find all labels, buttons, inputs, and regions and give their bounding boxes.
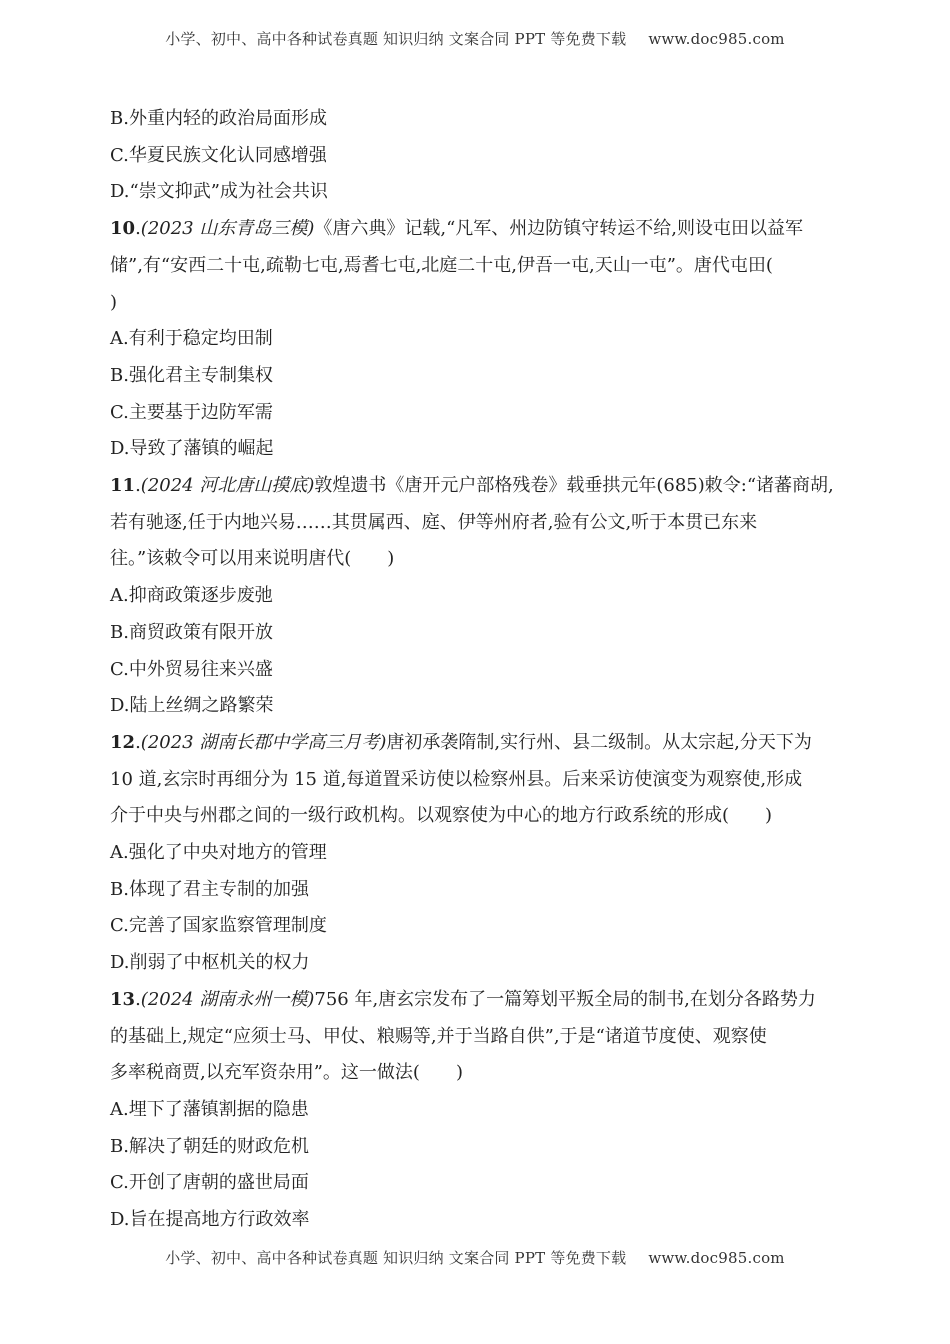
page-header: [0, 28, 950, 49]
q12-number: 12: [110, 731, 136, 753]
q10-option-c: C.主要基于边防军需: [110, 401, 273, 423]
q11-text: 敦煌遗书《唐开元户部格残卷》载垂拱元年(685)敕令:“诸蕃商胡,: [314, 475, 834, 497]
q12-text: 唐初承袭隋制,实行州、县二级制。从太宗起,分天下为: [386, 731, 812, 753]
q10-number: 10: [110, 218, 136, 240]
q13-option-d: D.旨在提高地方行政效率: [110, 1209, 310, 1231]
q10-stem-line-1: 10.(2023 山东青岛三模)《唐六典》记载,“凡军、州边防镇守转运不给,则设屯田以益军: [110, 218, 804, 240]
header-text: 小学、初中、高中各种试卷真题 知识归纳 文案合同 PPT 等免费下载: [165, 30, 627, 48]
q11-option-a: A.抑商政策逐步废弛: [110, 585, 273, 607]
q13-option-b: B.解决了朝廷的财政危机: [110, 1135, 309, 1157]
q11-option-c: C.中外贸易往来兴盛: [110, 658, 273, 680]
q10-stem-line-2: 储”,有“安西二十屯,疏勒七屯,焉耆七屯,北庭二十屯,伊吾一屯,天山一屯”。唐代屯田(: [110, 254, 773, 276]
q13-source: (2024 湖南永州一模): [140, 988, 315, 1010]
q12-stem-line-3: 介于中央与州郡之间的一级行政机构。以观察使为中心的地方行政系统的形成( ): [110, 805, 773, 827]
q12-option-b: B.体现了君主专制的加强: [110, 878, 309, 900]
q13-option-a: A.埋下了藩镇割据的隐患: [110, 1098, 309, 1120]
q12-stem-line-1: 12.(2023 湖南长郡中学高三月考)唐初承袭隋制,实行州、县二级制。从太宗起,分天下为: [110, 731, 812, 753]
q9-option-d: D.“崇文抑武”成为社会共识: [110, 181, 328, 203]
q9-option-c: C.华夏民族文化认同感增强: [110, 144, 327, 166]
q12-stem-line-2: 10 道,玄宗时再细分为 15 道,每道置采访使以检察州县。后来采访使演变为观察使,形成: [110, 768, 803, 790]
q13-stem-line-3: 多率税商贾,以充军资杂用”。这一做法( ): [110, 1062, 463, 1084]
q9-option-b: B.外重内轻的政治局面形成: [110, 108, 327, 129]
q11-stem-line-3: 往。”该敕令可以用来说明唐代( ): [110, 548, 395, 570]
q13-text: 756 年,唐玄宗发布了一篇筹划平叛全局的制书,在划分各路势力: [314, 988, 816, 1010]
question-content: [110, 101, 850, 1239]
q10-source: (2023 山东青岛三模): [140, 218, 315, 240]
q10-option-a: A.有利于稳定均田制: [110, 328, 273, 350]
q13-stem-line-2: 的基础上,规定“应须士马、甲仗、粮赐等,并于当路自供”,于是“诸道节度使、观察使: [110, 1025, 767, 1047]
q10-option-d: D.导致了藩镇的崛起: [110, 438, 274, 460]
q11-option-b: B.商贸政策有限开放: [110, 621, 273, 643]
page-footer: [0, 1247, 950, 1268]
q12-option-a: A.强化了中央对地方的管理: [110, 842, 327, 864]
q13-option-c: C.开创了唐朝的盛世局面: [110, 1172, 309, 1194]
q11-stem-line-1: 11.(2024 河北唐山摸底)敦煌遗书《唐开元户部格残卷》载垂拱元年(685)敕令:“诸蕃商胡,: [110, 475, 834, 497]
q12-source: (2023 湖南长郡中学高三月考): [140, 731, 387, 753]
q11-source: (2024 河北唐山摸底): [140, 475, 315, 497]
q13-number: 13: [110, 988, 136, 1010]
header-url[interactable]: www.doc985.com: [648, 30, 785, 48]
q11-number: 11: [110, 475, 136, 497]
q11-stem-line-2: 若有驰逐,任于内地兴易……其贯属西、庭、伊等州府者,验有公文,听于本贯已东来: [110, 511, 758, 533]
q10-stem-line-3: ): [110, 291, 118, 313]
q11-option-d: D.陆上丝绸之路繁荣: [110, 695, 274, 717]
q10-option-b: B.强化君主专制集权: [110, 364, 273, 386]
footer-url[interactable]: www.doc985.com: [648, 1249, 785, 1267]
q10-text: 《唐六典》记载,“凡军、州边防镇守转运不给,则设屯田以益军: [314, 218, 804, 240]
q12-option-c: C.完善了国家监察管理制度: [110, 915, 327, 937]
q12-option-d: D.削弱了中枢机关的权力: [110, 952, 310, 974]
q13-stem-line-1: 13.(2024 湖南永州一模)756 年,唐玄宗发布了一篇筹划平叛全局的制书,在划分各路势力: [110, 988, 816, 1010]
footer-text: 小学、初中、高中各种试卷真题 知识归纳 文案合同 PPT 等免费下载: [165, 1249, 627, 1267]
